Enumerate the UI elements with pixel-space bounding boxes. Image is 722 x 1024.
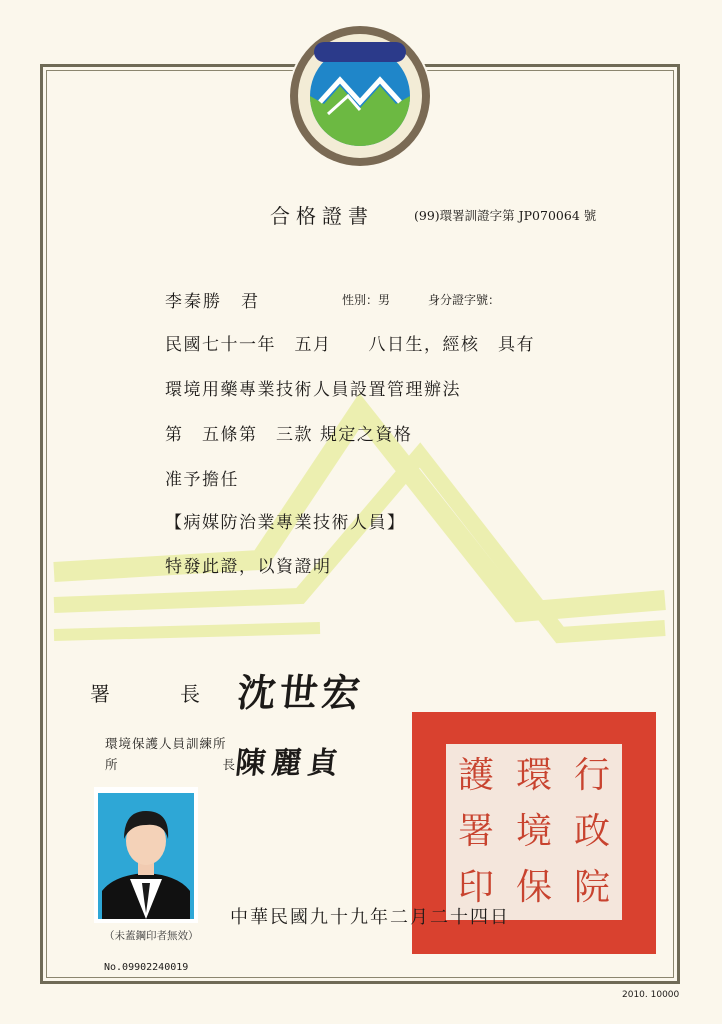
institute-name: 環境保護人員訓練所: [105, 736, 227, 751]
certificate-title: 合格證書: [270, 204, 374, 228]
epa-emblem: [288, 24, 432, 168]
serial-number: No.09902240019: [104, 962, 189, 973]
photo-note: （未蓋鋼印者無效）: [104, 930, 199, 942]
birthdate-line: 民國七十一年 五月 八日生，經核 具有: [165, 335, 535, 355]
certification-line: 特發此證，以資證明: [165, 557, 332, 577]
institute-director-title: [105, 755, 235, 773]
institute-director-signature: 陳麗貞: [233, 746, 346, 781]
director-title-char-2: 長: [180, 682, 200, 706]
director-signature: 沈世宏: [235, 670, 367, 715]
id-number-label: 身分證字號：: [428, 293, 501, 307]
director-title: [90, 678, 200, 707]
seal-text-col-1: 行政院: [573, 755, 610, 908]
holder-photo: [94, 787, 198, 923]
print-edition: 2010. 10000: [622, 990, 680, 1000]
regulation-line: 環境用藥專業技術人員設置管理辦法: [165, 380, 461, 400]
director-title-char-1: 署: [90, 682, 110, 706]
seal-text-col-3: 護署印: [457, 755, 494, 908]
certificate-number: (99)環署訓證字第 JP070064 號: [414, 208, 597, 223]
seal-text-col-2: 環境保: [515, 755, 552, 908]
qualification-line: 【病媒防治業專業技術人員】: [165, 513, 406, 533]
seal-inner: [446, 744, 622, 920]
institute-title-char-2: 長: [222, 757, 236, 772]
holder-gender: 性別：男: [342, 293, 391, 307]
approval-line: 准予擔任: [165, 470, 239, 490]
holder-name: 李秦勝 君: [165, 292, 260, 312]
institute-title-char-1: 所: [105, 757, 118, 772]
issue-date: 中華民國九十九年二月二十四日: [230, 907, 510, 928]
article-line: 第 五條第 三款 規定之資格: [165, 425, 413, 445]
